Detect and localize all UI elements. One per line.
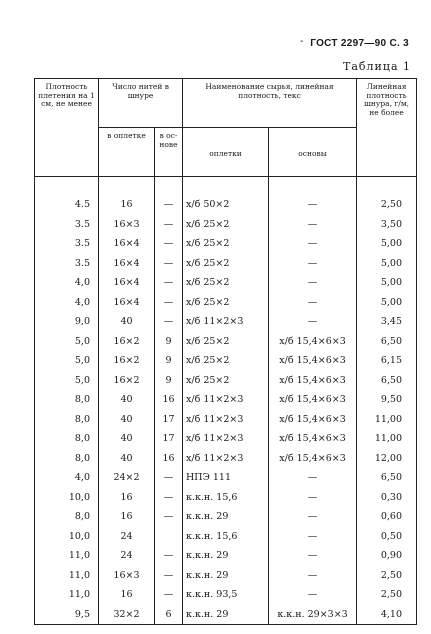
table-row <box>35 546 417 566</box>
cell-material-braid: х/б 25×2 <box>183 371 269 391</box>
cell-threads-base: — <box>155 312 183 332</box>
cell-material-braid: х/б 11×2×3 <box>183 449 269 469</box>
standard-reference: ГОСТ 2297—90 С. 3 <box>310 38 409 49</box>
cell-threads-braid: 16 <box>99 488 155 508</box>
cell-threads-braid: 16 <box>99 177 155 215</box>
cell-density: 9,0 <box>35 312 99 332</box>
cell-material-base: х/б 15,4×6×3 <box>269 429 357 449</box>
table-row <box>35 507 417 527</box>
cell-material-braid: х/б 11×2×3 <box>183 410 269 430</box>
cell-material-braid: к.к.н. 29 <box>183 566 269 586</box>
header-density: Плотность плетения на 1 см, не менее <box>35 79 99 177</box>
cell-material-base: — <box>269 215 357 235</box>
table-row <box>35 488 417 508</box>
cell-density: 8,0 <box>35 507 99 527</box>
cell-threads-base: — <box>155 468 183 488</box>
cell-threads-braid: 40 <box>99 390 155 410</box>
cell-material-braid: к.к.н. 29 <box>183 507 269 527</box>
cell-density: 8,0 <box>35 410 99 430</box>
cell-threads-braid: 16×2 <box>99 351 155 371</box>
cell-material-base: — <box>269 254 357 274</box>
cell-threads-braid: 16 <box>99 585 155 605</box>
cell-density: 3.5 <box>35 254 99 274</box>
cell-linear-density: 6,50 <box>357 332 417 352</box>
cell-density: 11,0 <box>35 546 99 566</box>
table-row <box>35 527 417 547</box>
cell-threads-base: — <box>155 177 183 215</box>
cell-linear-density: 4,10 <box>357 605 417 625</box>
cell-material-base: — <box>269 546 357 566</box>
header-threads-base: в ос-нове <box>155 128 183 177</box>
cell-density: 4,0 <box>35 293 99 313</box>
cell-threads-braid: 32×2 <box>99 605 155 625</box>
cell-threads-base <box>155 527 183 547</box>
cell-threads-base: 17 <box>155 429 183 449</box>
cell-density: 5,0 <box>35 371 99 391</box>
cell-linear-density: 11,00 <box>357 410 417 430</box>
cell-linear-density: 11,00 <box>357 429 417 449</box>
table-row <box>35 585 417 605</box>
cell-material-braid: х/б 25×2 <box>183 293 269 313</box>
cell-threads-braid: 40 <box>99 410 155 430</box>
cell-linear-density: 5,00 <box>357 254 417 274</box>
cell-threads-base: — <box>155 488 183 508</box>
cell-density: 8,0 <box>35 429 99 449</box>
cell-threads-base: — <box>155 507 183 527</box>
cell-linear-density: 0,90 <box>357 546 417 566</box>
header-material-group: Наименование сырья, линейная плотность, текс <box>183 79 357 128</box>
cell-material-base: — <box>269 585 357 605</box>
cell-material-base: — <box>269 566 357 586</box>
table-row <box>35 390 417 410</box>
cell-threads-base: 16 <box>155 390 183 410</box>
table-row <box>35 332 417 352</box>
cell-linear-density: 0,30 <box>357 488 417 508</box>
cell-material-braid: к.к.н. 15,6 <box>183 488 269 508</box>
cell-density: 10,0 <box>35 488 99 508</box>
table-row <box>35 429 417 449</box>
cell-material-braid: х/б 11×2×3 <box>183 312 269 332</box>
table-row <box>35 234 417 254</box>
cell-threads-base: — <box>155 234 183 254</box>
cell-density: 4,0 <box>35 468 99 488</box>
cell-threads-base: — <box>155 585 183 605</box>
cell-threads-braid: 16×4 <box>99 293 155 313</box>
table-row <box>35 215 417 235</box>
cell-material-base: — <box>269 234 357 254</box>
cell-material-base: — <box>269 273 357 293</box>
cell-material-base: — <box>269 488 357 508</box>
cell-linear-density: 0,50 <box>357 527 417 547</box>
cell-material-base: х/б 15,4×6×3 <box>269 449 357 469</box>
cell-density: 11,0 <box>35 566 99 586</box>
cell-density: 5,0 <box>35 332 99 352</box>
header-threads-group: Число нитей в шнуре <box>99 79 183 128</box>
cell-threads-braid: 16×2 <box>99 332 155 352</box>
cell-linear-density: 5,00 <box>357 293 417 313</box>
cell-threads-base: — <box>155 215 183 235</box>
cell-material-braid: х/б 50×2 <box>183 177 269 215</box>
cell-density: 5,0 <box>35 351 99 371</box>
page-mark: - <box>300 36 304 47</box>
cell-threads-braid: 40 <box>99 312 155 332</box>
cell-material-braid: к.к.н. 15,6 <box>183 527 269 547</box>
cell-density: 4,0 <box>35 273 99 293</box>
cell-linear-density: 2,50 <box>357 566 417 586</box>
cell-threads-base: 17 <box>155 410 183 430</box>
header-threads-braid: в оплетке <box>99 128 155 177</box>
header-material-base: основы <box>269 128 357 177</box>
cell-density: 8,0 <box>35 449 99 469</box>
cell-density: 3.5 <box>35 215 99 235</box>
specification-table <box>34 78 417 625</box>
cell-linear-density: 3,45 <box>357 312 417 332</box>
cell-linear-density: 2,50 <box>357 177 417 215</box>
header-linear-density: Линейная плотность шнура, г/м, не более <box>357 79 417 177</box>
cell-material-base: х/б 15,4×6×3 <box>269 390 357 410</box>
cell-linear-density: 5,00 <box>357 234 417 254</box>
cell-material-base: х/б 15,4×6×3 <box>269 371 357 391</box>
table-row <box>35 177 417 215</box>
cell-threads-braid: 40 <box>99 449 155 469</box>
cell-linear-density: 6,50 <box>357 468 417 488</box>
table-body <box>35 177 417 625</box>
data-table-wrapper <box>34 78 416 625</box>
cell-material-braid: х/б 25×2 <box>183 215 269 235</box>
cell-linear-density: 6,15 <box>357 351 417 371</box>
cell-material-base: — <box>269 507 357 527</box>
cell-material-base: — <box>269 312 357 332</box>
cell-density: 11,0 <box>35 585 99 605</box>
cell-threads-braid: 16×4 <box>99 234 155 254</box>
cell-threads-base: 9 <box>155 332 183 352</box>
table-row <box>35 468 417 488</box>
table-row <box>35 566 417 586</box>
cell-material-base: к.к.н. 29×3×3 <box>269 605 357 625</box>
cell-threads-base: — <box>155 566 183 586</box>
cell-material-braid: к.к.н. 29 <box>183 546 269 566</box>
cell-threads-braid: 16×2 <box>99 371 155 391</box>
cell-material-base: х/б 15,4×6×3 <box>269 351 357 371</box>
cell-material-braid: х/б 25×2 <box>183 332 269 352</box>
cell-threads-braid: 16 <box>99 507 155 527</box>
table-caption: Таблица 1 <box>343 60 411 73</box>
cell-threads-braid: 24 <box>99 546 155 566</box>
cell-material-base: — <box>269 527 357 547</box>
cell-linear-density: 12,00 <box>357 449 417 469</box>
cell-material-base: — <box>269 468 357 488</box>
cell-material-braid: НПЭ 111 <box>183 468 269 488</box>
cell-density: 8,0 <box>35 390 99 410</box>
cell-threads-base: — <box>155 273 183 293</box>
cell-material-base: х/б 15,4×6×3 <box>269 410 357 430</box>
cell-threads-braid: 24 <box>99 527 155 547</box>
table-row <box>35 351 417 371</box>
table-row <box>35 312 417 332</box>
cell-threads-braid: 24×2 <box>99 468 155 488</box>
cell-material-braid: х/б 11×2×3 <box>183 429 269 449</box>
table-row <box>35 371 417 391</box>
cell-material-braid: х/б 25×2 <box>183 273 269 293</box>
table-row <box>35 605 417 625</box>
table-row <box>35 449 417 469</box>
cell-linear-density: 9,50 <box>357 390 417 410</box>
cell-material-base: — <box>269 293 357 313</box>
table-row <box>35 410 417 430</box>
cell-density: 4.5 <box>35 177 99 215</box>
table-row <box>35 273 417 293</box>
cell-threads-base: 9 <box>155 371 183 391</box>
cell-material-braid: х/б 25×2 <box>183 351 269 371</box>
cell-material-base: х/б 15,4×6×3 <box>269 332 357 352</box>
cell-linear-density: 2,50 <box>357 585 417 605</box>
header-material-braid: оплетки <box>183 128 269 177</box>
cell-linear-density: 5,00 <box>357 273 417 293</box>
cell-density: 10,0 <box>35 527 99 547</box>
cell-material-braid: к.к.н. 93,5 <box>183 585 269 605</box>
cell-threads-braid: 16×4 <box>99 254 155 274</box>
cell-threads-base: 9 <box>155 351 183 371</box>
cell-material-braid: х/б 25×2 <box>183 234 269 254</box>
cell-threads-braid: 16×3 <box>99 215 155 235</box>
cell-threads-base: — <box>155 254 183 274</box>
table-row <box>35 254 417 274</box>
cell-material-braid: х/б 11×2×3 <box>183 390 269 410</box>
cell-threads-braid: 40 <box>99 429 155 449</box>
cell-threads-base: 16 <box>155 449 183 469</box>
cell-linear-density: 3,50 <box>357 215 417 235</box>
table-row <box>35 293 417 313</box>
cell-threads-base: 6 <box>155 605 183 625</box>
cell-threads-braid: 16×4 <box>99 273 155 293</box>
cell-material-braid: х/б 25×2 <box>183 254 269 274</box>
cell-material-base: — <box>269 177 357 215</box>
cell-linear-density: 6,50 <box>357 371 417 391</box>
cell-threads-base: — <box>155 293 183 313</box>
cell-threads-base: — <box>155 546 183 566</box>
cell-density: 3.5 <box>35 234 99 254</box>
cell-threads-braid: 16×3 <box>99 566 155 586</box>
cell-density: 9,5 <box>35 605 99 625</box>
cell-linear-density: 0,60 <box>357 507 417 527</box>
cell-material-braid: к.к.н. 29 <box>183 605 269 625</box>
